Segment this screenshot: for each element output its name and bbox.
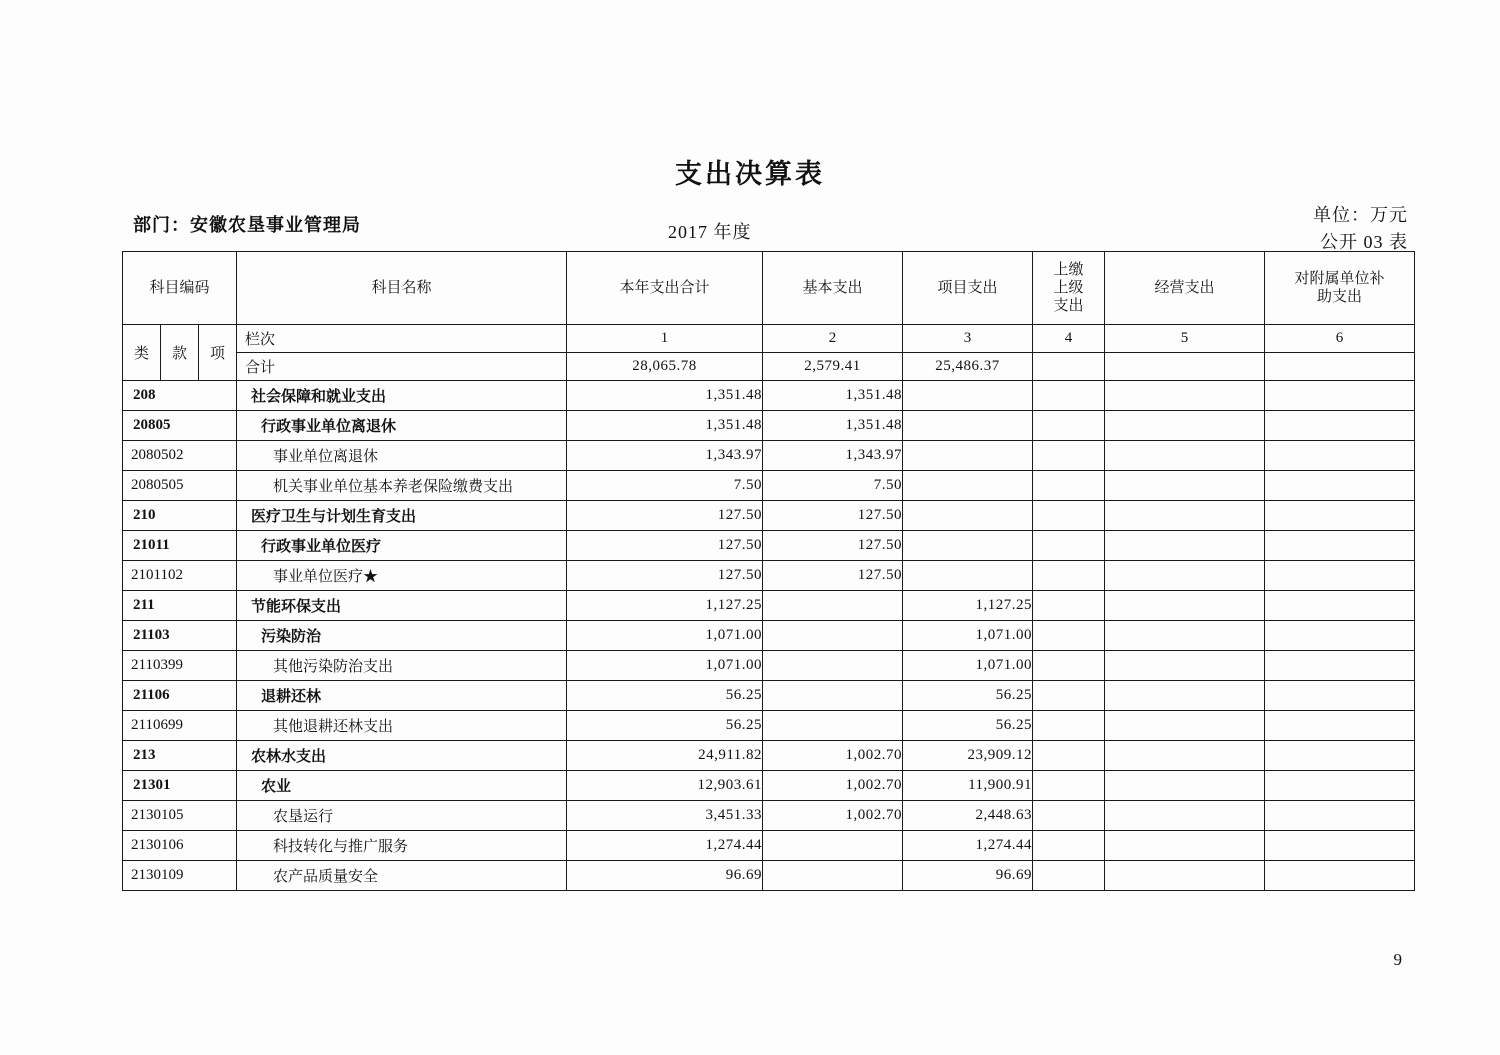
row-subsidy <box>1265 741 1415 771</box>
row-code: 210 <box>123 501 237 531</box>
row-upper <box>1033 531 1105 561</box>
header-upper-line2: 上级 <box>1053 280 1084 296</box>
row-subject-name: 事业单位离退休 <box>237 441 567 471</box>
table-row <box>123 471 1415 501</box>
year-label: 2017 年度 <box>668 222 752 242</box>
header-upper <box>1033 252 1105 325</box>
header-operating: 经营支出 <box>1105 252 1265 325</box>
row-subsidy <box>1265 411 1415 441</box>
total-row-total: 28,065.78 <box>567 353 763 381</box>
row-total: 127.50 <box>567 531 763 561</box>
row-project: 23,909.12 <box>903 741 1033 771</box>
row-subsidy <box>1265 831 1415 861</box>
col-index-6: 6 <box>1265 325 1415 353</box>
expenditure-table <box>122 251 1415 891</box>
row-subsidy <box>1265 771 1415 801</box>
row-basic: 1,002.70 <box>763 741 903 771</box>
row-code: 2130105 <box>123 801 237 831</box>
header-xiang: 项 <box>199 325 237 381</box>
row-total: 56.25 <box>567 681 763 711</box>
row-subject-name: 退耕还林 <box>237 681 567 711</box>
row-subsidy <box>1265 651 1415 681</box>
table-row <box>123 861 1415 891</box>
total-row-label: 合计 <box>237 353 567 381</box>
row-basic: 7.50 <box>763 471 903 501</box>
row-upper <box>1033 861 1105 891</box>
row-subject-name: 农产品质量安全 <box>237 861 567 891</box>
row-operating <box>1105 381 1265 411</box>
table-row <box>123 801 1415 831</box>
row-upper <box>1033 561 1105 591</box>
row-code: 2110399 <box>123 651 237 681</box>
row-subject-name: 机关事业单位基本养老保险缴费支出 <box>237 471 567 501</box>
table-row <box>123 681 1415 711</box>
row-basic <box>763 621 903 651</box>
row-project: 1,127.25 <box>903 591 1033 621</box>
row-total: 7.50 <box>567 471 763 501</box>
row-code: 2130106 <box>123 831 237 861</box>
row-subject-name: 农垦运行 <box>237 801 567 831</box>
row-operating <box>1105 801 1265 831</box>
col-index-2: 2 <box>763 325 903 353</box>
table-row <box>123 621 1415 651</box>
header-project: 项目支出 <box>903 252 1033 325</box>
row-basic: 1,002.70 <box>763 771 903 801</box>
header-kuan: 款 <box>161 325 199 381</box>
row-upper <box>1033 501 1105 531</box>
row-upper <box>1033 741 1105 771</box>
row-basic <box>763 651 903 681</box>
row-subsidy <box>1265 531 1415 561</box>
row-code: 2110699 <box>123 711 237 741</box>
row-code: 2101102 <box>123 561 237 591</box>
row-subsidy <box>1265 861 1415 891</box>
header-lei: 类 <box>123 325 161 381</box>
row-operating <box>1105 561 1265 591</box>
row-basic: 1,002.70 <box>763 801 903 831</box>
row-subsidy <box>1265 801 1415 831</box>
row-project <box>903 441 1033 471</box>
row-total: 1,071.00 <box>567 621 763 651</box>
header-basic: 基本支出 <box>763 252 903 325</box>
table-row <box>123 501 1415 531</box>
row-project: 56.25 <box>903 711 1033 741</box>
row-project: 1,071.00 <box>903 621 1033 651</box>
row-subject-name: 农林水支出 <box>237 741 567 771</box>
row-basic: 1,343.97 <box>763 441 903 471</box>
row-project <box>903 381 1033 411</box>
row-basic: 127.50 <box>763 561 903 591</box>
row-project: 1,274.44 <box>903 831 1033 861</box>
row-upper <box>1033 621 1105 651</box>
row-subsidy <box>1265 561 1415 591</box>
row-subsidy <box>1265 471 1415 501</box>
total-row-basic: 2,579.41 <box>763 353 903 381</box>
table-row <box>123 651 1415 681</box>
row-total: 56.25 <box>567 711 763 741</box>
row-subject-name: 农业 <box>237 771 567 801</box>
page-title: 支出决算表 <box>675 159 825 189</box>
row-basic: 1,351.48 <box>763 411 903 441</box>
table-row <box>123 741 1415 771</box>
row-upper <box>1033 381 1105 411</box>
row-project: 56.25 <box>903 681 1033 711</box>
row-subject-name: 行政事业单位离退休 <box>237 411 567 441</box>
header-upper-line1: 上缴 <box>1053 262 1084 278</box>
row-subsidy <box>1265 591 1415 621</box>
row-operating <box>1105 831 1265 861</box>
row-upper <box>1033 711 1105 741</box>
table-row <box>123 441 1415 471</box>
row-code: 21301 <box>123 771 237 801</box>
row-project: 11,900.91 <box>903 771 1033 801</box>
row-code: 21106 <box>123 681 237 711</box>
total-row-upper <box>1033 353 1105 381</box>
row-operating <box>1105 471 1265 501</box>
row-operating <box>1105 441 1265 471</box>
row-subject-name: 医疗卫生与计划生育支出 <box>237 501 567 531</box>
row-project <box>903 501 1033 531</box>
table-row <box>123 531 1415 561</box>
row-code: 211 <box>123 591 237 621</box>
row-operating <box>1105 621 1265 651</box>
row-subsidy <box>1265 441 1415 471</box>
table-row <box>123 591 1415 621</box>
row-operating <box>1105 411 1265 441</box>
total-row-operating <box>1105 353 1265 381</box>
row-total: 24,911.82 <box>567 741 763 771</box>
row-total: 127.50 <box>567 501 763 531</box>
row-operating <box>1105 861 1265 891</box>
row-basic <box>763 831 903 861</box>
row-basic: 127.50 <box>763 531 903 561</box>
header-subject-name: 科目名称 <box>237 252 567 325</box>
row-subsidy <box>1265 621 1415 651</box>
row-project <box>903 561 1033 591</box>
row-operating <box>1105 681 1265 711</box>
row-basic <box>763 711 903 741</box>
header-subsidy-line1: 对附属单位补 <box>1294 271 1385 287</box>
row-basic <box>763 591 903 621</box>
row-total: 1,127.25 <box>567 591 763 621</box>
row-subsidy <box>1265 501 1415 531</box>
table-row <box>123 771 1415 801</box>
row-code: 2080502 <box>123 441 237 471</box>
row-total: 1,351.48 <box>567 381 763 411</box>
row-total: 1,071.00 <box>567 651 763 681</box>
row-upper <box>1033 441 1105 471</box>
row-subject-name: 事业单位医疗★ <box>237 561 567 591</box>
row-subject-name: 行政事业单位医疗 <box>237 531 567 561</box>
col-index-4: 4 <box>1033 325 1105 353</box>
row-project <box>903 411 1033 441</box>
table-header-lanci <box>123 325 1415 353</box>
table-row <box>123 381 1415 411</box>
row-upper <box>1033 411 1105 441</box>
row-subsidy <box>1265 381 1415 411</box>
row-upper <box>1033 831 1105 861</box>
row-project: 96.69 <box>903 861 1033 891</box>
row-total: 1,343.97 <box>567 441 763 471</box>
row-basic: 127.50 <box>763 501 903 531</box>
table-row <box>123 711 1415 741</box>
row-project <box>903 471 1033 501</box>
row-upper <box>1033 651 1105 681</box>
header-upper-line3: 支出 <box>1053 298 1084 314</box>
sheet-code-label: 公开 03 表 <box>1320 232 1408 252</box>
row-subject-name: 社会保障和就业支出 <box>237 381 567 411</box>
row-code: 208 <box>123 381 237 411</box>
row-code: 213 <box>123 741 237 771</box>
header-subsidy-line2: 助支出 <box>1317 289 1363 305</box>
row-operating <box>1105 531 1265 561</box>
row-basic <box>763 861 903 891</box>
row-subsidy <box>1265 711 1415 741</box>
row-total: 1,351.48 <box>567 411 763 441</box>
row-operating <box>1105 651 1265 681</box>
row-upper <box>1033 771 1105 801</box>
row-total: 127.50 <box>567 561 763 591</box>
table-row <box>123 411 1415 441</box>
row-code: 2080505 <box>123 471 237 501</box>
row-operating <box>1105 741 1265 771</box>
row-upper <box>1033 471 1105 501</box>
row-project <box>903 531 1033 561</box>
row-code: 20805 <box>123 411 237 441</box>
row-subject-name: 科技转化与推广服务 <box>237 831 567 861</box>
unit-label: 单位：万元 <box>1313 205 1408 225</box>
total-row-subsidy <box>1265 353 1415 381</box>
row-operating <box>1105 501 1265 531</box>
row-subject-name: 节能环保支出 <box>237 591 567 621</box>
row-total: 1,274.44 <box>567 831 763 861</box>
header-subsidy <box>1265 252 1415 325</box>
row-operating <box>1105 771 1265 801</box>
row-subject-name: 其他污染防治支出 <box>237 651 567 681</box>
header-lanci-label: 栏次 <box>237 325 567 353</box>
row-code: 2130109 <box>123 861 237 891</box>
row-code: 21103 <box>123 621 237 651</box>
col-index-3: 3 <box>903 325 1033 353</box>
row-project: 1,071.00 <box>903 651 1033 681</box>
table-row <box>123 561 1415 591</box>
row-total: 96.69 <box>567 861 763 891</box>
row-total: 12,903.61 <box>567 771 763 801</box>
col-index-5: 5 <box>1105 325 1265 353</box>
row-operating <box>1105 711 1265 741</box>
table-header-main <box>123 252 1415 325</box>
row-total: 3,451.33 <box>567 801 763 831</box>
row-subject-name: 其他退耕还林支出 <box>237 711 567 741</box>
row-subsidy <box>1265 681 1415 711</box>
row-upper <box>1033 591 1105 621</box>
department-label: 部门：安徽农垦事业管理局 <box>133 215 361 235</box>
row-basic <box>763 681 903 711</box>
row-code: 21011 <box>123 531 237 561</box>
row-project: 2,448.63 <box>903 801 1033 831</box>
col-index-1: 1 <box>567 325 763 353</box>
page-number: 9 <box>1393 950 1402 969</box>
header-code-group: 科目编码 <box>123 252 237 325</box>
row-subject-name: 污染防治 <box>237 621 567 651</box>
table-row-total <box>123 353 1415 381</box>
total-row-project: 25,486.37 <box>903 353 1033 381</box>
table-row <box>123 831 1415 861</box>
header-total: 本年支出合计 <box>567 252 763 325</box>
row-operating <box>1105 591 1265 621</box>
row-upper <box>1033 681 1105 711</box>
row-upper <box>1033 801 1105 831</box>
row-basic: 1,351.48 <box>763 381 903 411</box>
